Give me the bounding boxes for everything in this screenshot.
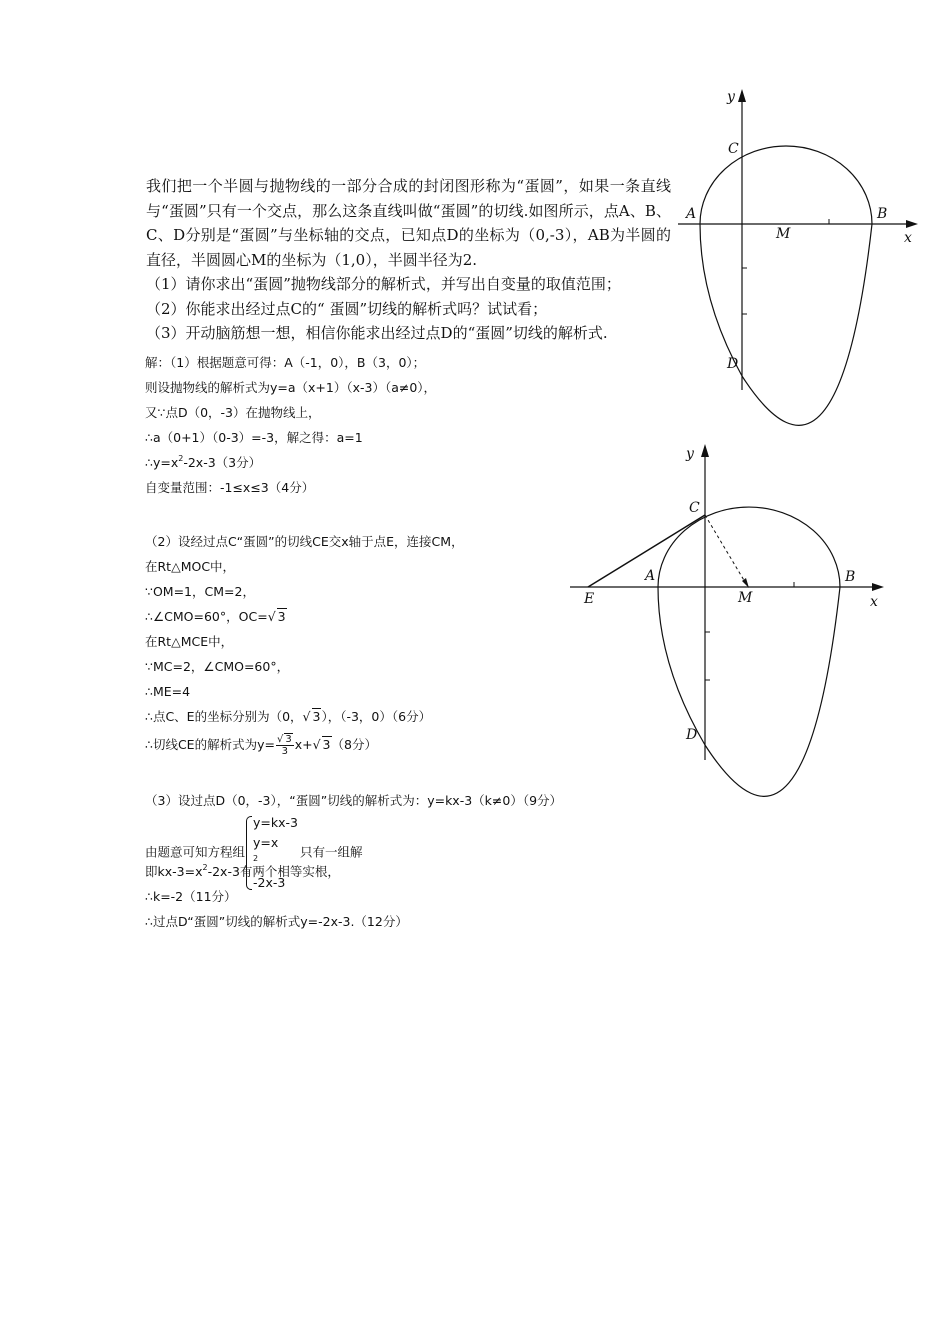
fig2-x-arrow xyxy=(872,583,884,591)
fig2-label-x: x xyxy=(870,594,878,610)
fig1-label-m: M xyxy=(776,226,791,242)
question-1: （1）请你求出“蛋圆”抛物线部分的解析式，并写出自变量的取值范围； xyxy=(146,275,621,293)
fig1-label-y: y xyxy=(727,89,735,105)
sol2-line-7: ∴ME=4 xyxy=(145,684,191,699)
sol2-line-6: ∵MC=2，∠CMO=60°， xyxy=(145,659,290,674)
sol2-line-3: ∵OM=1，CM=2， xyxy=(145,584,255,599)
sol2-line-4: ∴∠CMO=60°，OC=√ 3 xyxy=(145,609,286,624)
fig2-label-a: A xyxy=(645,568,656,584)
fig2-label-c: C xyxy=(689,500,700,516)
sol2-line-5: 在Rt△MCE中， xyxy=(145,634,234,649)
fig2-label-e: E xyxy=(584,591,595,607)
sol3-line-1: （3）设过点D（0，-3），“蛋圆”切线的解析式为：y=kx-3（k≠0）（9分） xyxy=(145,793,563,808)
sol3-line-4: ∴k=-2（11分） xyxy=(145,889,237,904)
fig2-egg-curve xyxy=(658,507,840,796)
sol1-line-4: ∴a（0+1）（0-3）=-3，解之得：a=1 xyxy=(145,430,363,445)
fig2-label-m: M xyxy=(738,590,753,606)
sol3-line-2: 由题意可知方程组 y=kx-3 y=x $^2$ -2x-3 只有一组解 xyxy=(145,813,562,859)
question-2: （2）你能求出经过点C的“ 蛋圆”切线的解析式吗？试试看； xyxy=(146,299,548,318)
sol1-line-2: 则设抛物线的解析式为y=a（x+1）（x-3）（a≠0）， xyxy=(145,380,437,395)
question-3: （3）开动脑筋想一想，相信你能求出经过点D的“蛋圆”切线的解析式. xyxy=(146,324,608,342)
sol1-line-1: 解：（1）根据题意可得：A（-1，0），B（3，0）； xyxy=(145,355,426,370)
fig1-label-a: A xyxy=(686,206,697,222)
fig2-y-arrow xyxy=(701,444,709,457)
sol1-line-5: $\therefore y=x^2-2x-3(3$分） xyxy=(145,454,262,470)
fig1-label-x: x xyxy=(904,230,912,246)
sol2-line-8: ∴点C、E的坐标分别为（0，√ 3），（-3，0）（6分） xyxy=(145,709,432,724)
fig1-label-c: C xyxy=(728,141,739,157)
sol2-line-9: ∴切线CE的解析式为y= $\frac{√ 3}{3}$ x+√ 3（8分） xyxy=(145,734,377,757)
sol1-line-3: 又∵点D（0，-3）在抛物线上， xyxy=(145,405,321,420)
sol3-line-3: 即$kx-3=x^2-2x-3$有两个相等实根， xyxy=(145,863,340,879)
fig2-dashed-cm xyxy=(705,515,748,587)
equation-system: y=kx-3 y=x $^2$ -2x-3 xyxy=(245,813,298,893)
sol2-line-1: （2）设经过点C“蛋圆”的切线CE交x轴于点E，连接CM， xyxy=(145,534,464,549)
sol3-line-5: ∴过点D“蛋圆”切线的解析式y=-2x-3.（12分） xyxy=(145,914,408,929)
fig2-label-d: D xyxy=(686,727,698,743)
fig2-label-y: y xyxy=(686,446,694,462)
problem-text: 我们把一个半圆与抛物线的一部分合成的封闭图形称为“蛋圆”，如果一条直线与“蛋圆”只有一个交点，那么这条直线叫做“蛋圆”的切线.如图所示，点A、B、C、D分别是“蛋圆”与坐标轴的交点，已知点D的坐标为（0,-3），AB为半圆的直径，半圆圆心M的坐标为（1,0），半圆半径为2. xyxy=(146,177,671,269)
fig1-label-d: D xyxy=(727,356,739,372)
solution-part-1 xyxy=(145,350,436,500)
fig1-label-b: B xyxy=(877,206,888,222)
sol2-line-2: 在Rt△MOC中， xyxy=(145,559,236,574)
solution-part-2 xyxy=(145,529,464,761)
fraction: $\frac{√ 3}{3}$ xyxy=(276,734,292,757)
fig2-label-b: B xyxy=(845,569,856,585)
sol1-line-6: 自变量范围：-1≤x≤3（4分） xyxy=(145,480,315,495)
solution-part-3 xyxy=(145,788,562,934)
